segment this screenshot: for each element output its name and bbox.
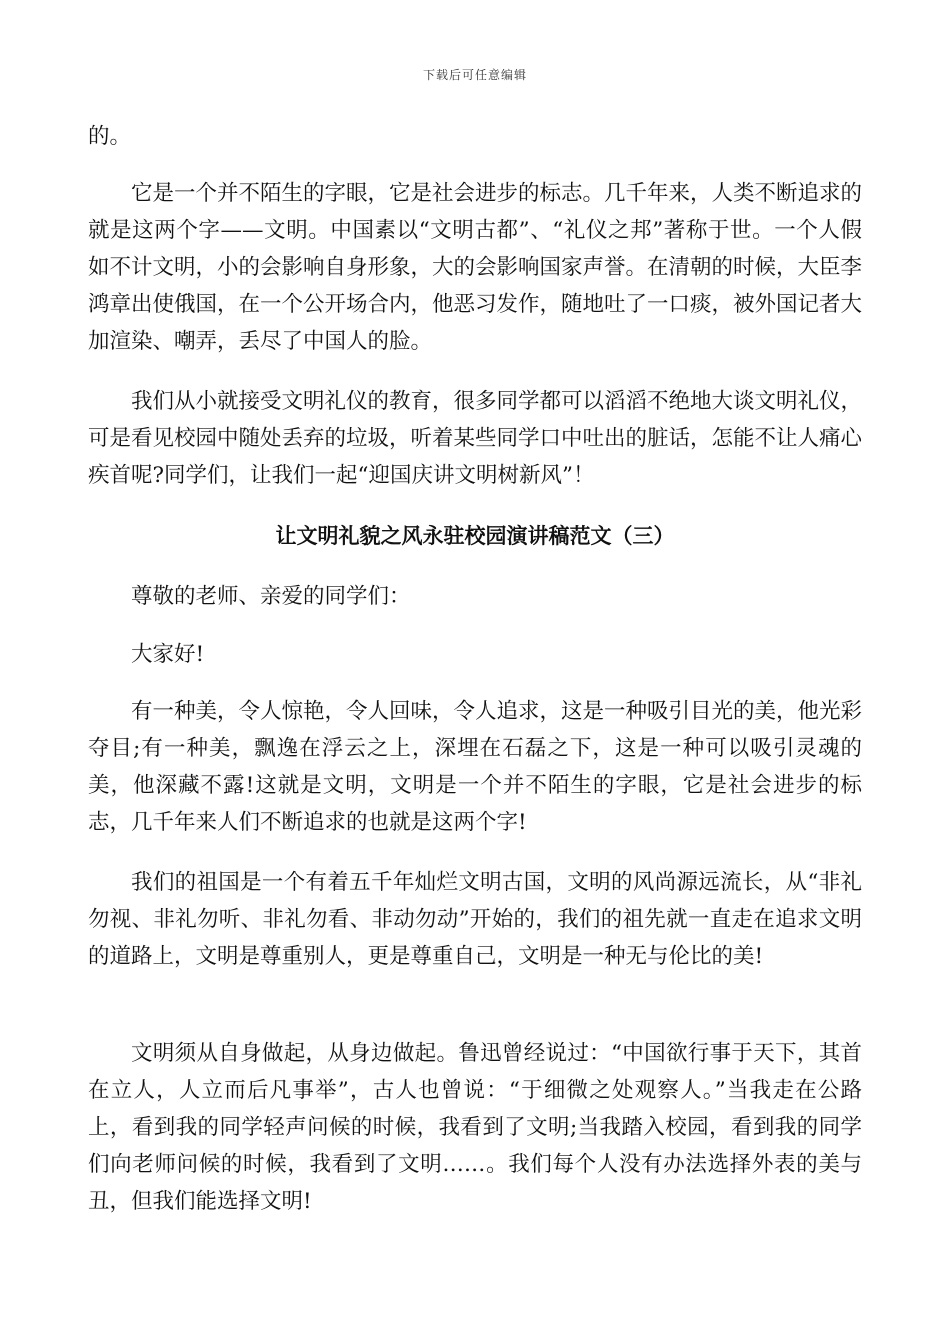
page-header-note: 下载后可任意编辑	[422, 68, 527, 82]
paragraph-start-from-self: 文明须从自身做起，从身边做起。鲁迅曾经说过：“中国欲行事于天下，其首在立人，人立而后凡事举”，古人也曾说：“于细微之处观察人。”当我走在公路上，看到我的同学轻声问候的时候，我看到了文明;当我踏入校园，看到我的同学们向老师问候的时候，我看到了文明……。我们每个人没有办法选择外表的美与丑，但我们能选择文明!	[88, 1041, 862, 1214]
paragraph-greeting: 大家好!	[131, 642, 205, 667]
paragraph-salutation: 尊敬的老师、亲爱的同学们：	[131, 584, 411, 609]
paragraph-motherland: 我们的祖国是一个有着五千年灿烂文明古国，文明的风尚源远流长，从“非礼勿视、非礼勿听、非礼勿看、非动勿动”开始的，我们的祖先就一直走在追求文明的道路上，文明是尊重别人，更是尊重自己，文明是一种无与伦比的美!	[88, 870, 862, 969]
paragraph-continuation: 的。	[88, 124, 132, 149]
section-title: 让文明礼貌之风永驻校园演讲稿范文（三）	[275, 524, 675, 548]
paragraph-etiquette-education: 我们从小就接受文明礼仪的教育，很多同学都可以滔滔不绝地大谈文明礼仪，可是看见校园中随处丢弃的垃圾，听着某些同学口中吐出的脏话，怎能不让人痛心疾首呢?同学们，让我们一起“迎国庆讲文明树新风”！	[88, 389, 863, 488]
paragraph-civilization-meaning: 它是一个并不陌生的字眼，它是社会进步的标志。几千年来，人类不断追求的就是这两个字——文明。中国素以“文明古都”、“礼仪之邦”著称于世。一个人假如不计文明，小的会影响自身形象，大的会影响国家声誉。在清朝的时候，大臣李鸿章出使俄国，在一个公开场合内，他恶习发作，随地吐了一口痰，被外国记者大加渲染、嘲弄，丢尽了中国人的脸。	[88, 181, 863, 354]
paragraph-beauty: 有一种美，令人惊艳，令人回味，令人追求，这是一种吸引目光的美，他光彩夺目;有一种美，飘逸在浮云之上，深埋在石磊之下，这是一种可以吸引灵魂的美，他深藏不露!这就是文明，文明是一个并不陌生的字眼，它是社会进步的标志，几千年来人们不断追求的也就是这两个字!	[88, 699, 863, 835]
